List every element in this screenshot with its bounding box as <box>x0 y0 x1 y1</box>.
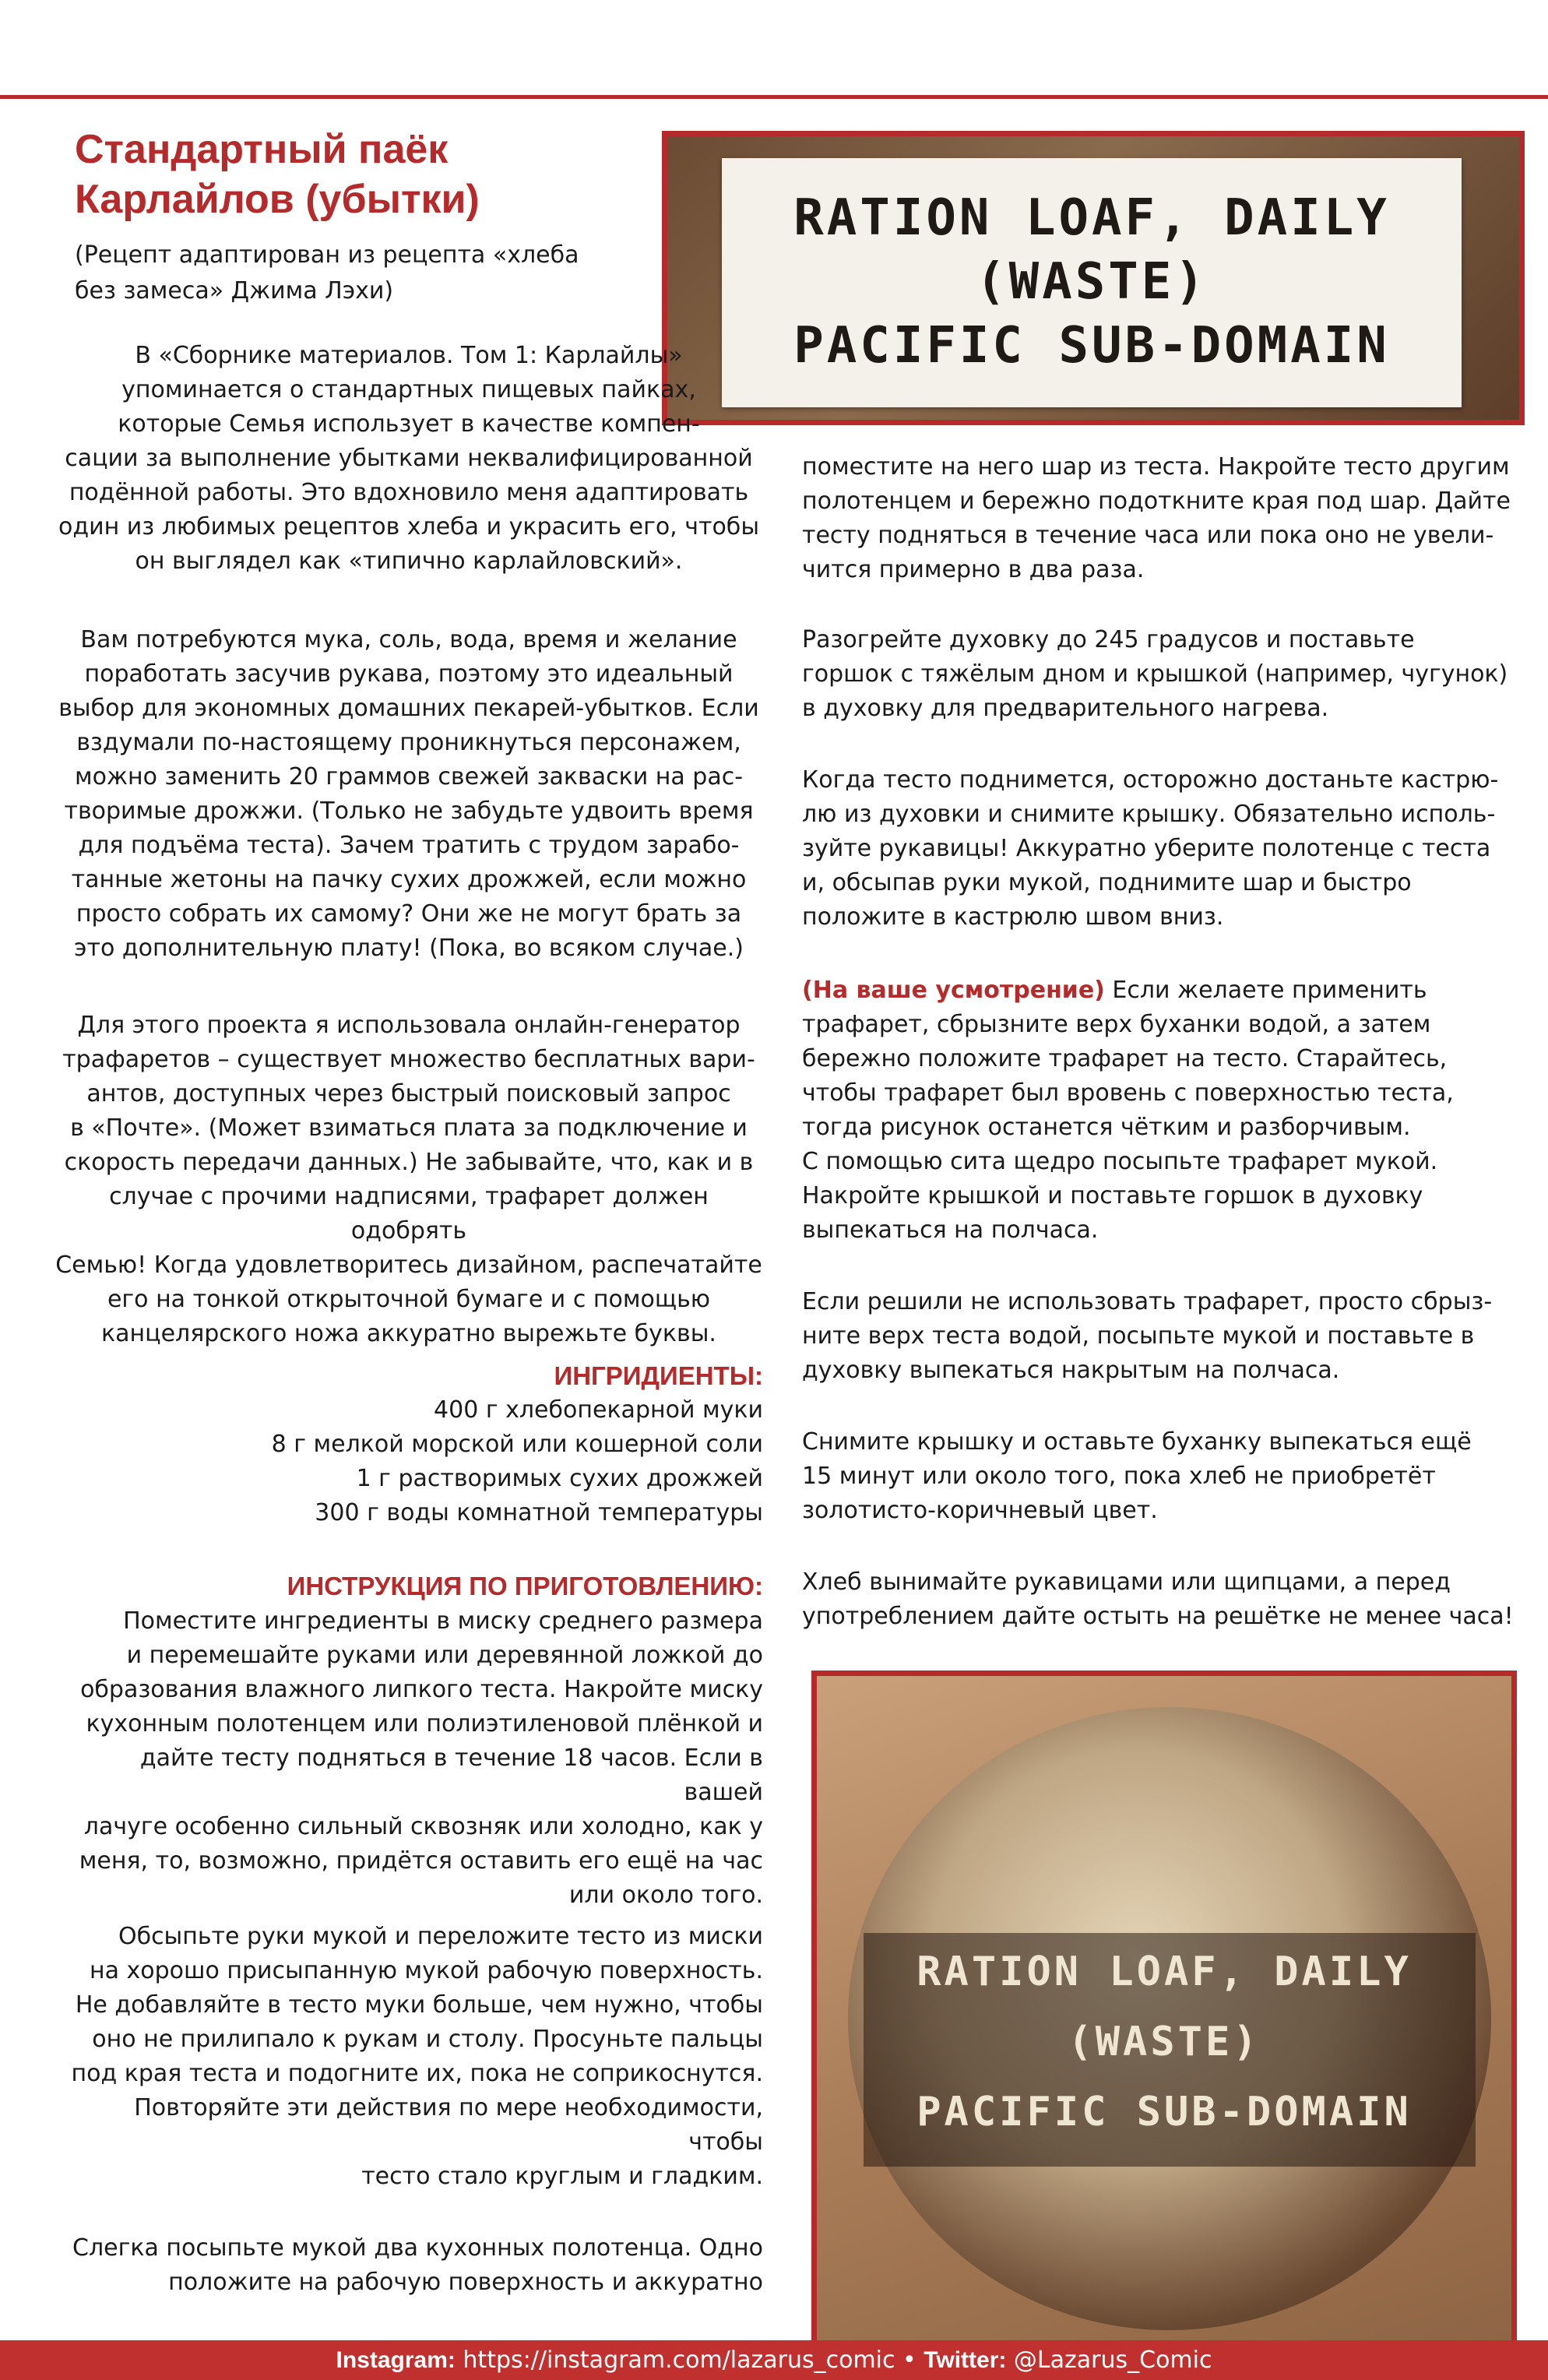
text-line: В «Сборнике материалов. Том 1: Карлайлы» <box>135 342 683 369</box>
instruction-step-7 <box>802 1285 1526 1388</box>
text-line: положите на рабочую поверхность и аккуратно <box>168 2269 763 2296</box>
text-line: Для этого проекта я использовала онлайн-генератор <box>77 1012 741 1039</box>
instruction-step-4 <box>802 623 1526 726</box>
text-line: образования влажного липкого теста. Накройте миску <box>80 1676 763 1703</box>
text-line: для подъёма теста). Зачем тратить с трудом зарабо- <box>78 832 740 859</box>
text-line: духовку выпекаться накрытым на полчаса. <box>802 1357 1340 1384</box>
text-line: выбор для экономных домашних пекарей-убытков. Если <box>58 695 759 722</box>
text-line: Слегка посыпьте мукой два кухонных полотенца. Одно <box>72 2234 763 2262</box>
instruction-step-1 <box>55 1604 763 1913</box>
baked-loaf-photo <box>811 1671 1517 2348</box>
instagram-link[interactable]: https://instagram.com/lazarus_comic • <box>455 2347 924 2374</box>
ingredient-item: 1 г растворимых сухих дрожжей <box>356 1465 763 1492</box>
text-line: один из любимых рецептов хлеба и украсить его, чтобы <box>58 513 759 540</box>
instructions-heading-block <box>55 1569 763 1604</box>
ingredient-item: 400 г хлебопекарной муки <box>434 1396 763 1424</box>
page-title <box>75 125 604 224</box>
text-line: на хорошо присыпанную мукой рабочую поверхность. <box>90 1957 763 1984</box>
text-line: скорость передачи данных.) Не забывайте, что, как и в <box>64 1149 754 1176</box>
stencil-sign-photo <box>662 131 1525 425</box>
text-line: случае с прочими надписями, трафарет должен одобрять <box>109 1183 709 1245</box>
bread-stencil-line-2: (WASTE) <box>1068 2019 1261 2065</box>
instruction-step-6 <box>802 973 1526 1248</box>
instruction-step-3-end <box>802 450 1526 587</box>
text-line: поместите на него шар из теста. Накройте тесто другим <box>802 453 1510 481</box>
text-line: зуйте рукавицы! Аккуратно уберите полотенце с теста <box>802 835 1491 862</box>
text-line: в «Почте». (Может взиматься плата за подключение и <box>70 1114 748 1142</box>
text-line: горшок с тяжёлым дном и крышкой (например, чугунок) <box>802 660 1508 688</box>
twitter-link[interactable]: @Lazarus_Comic <box>1006 2347 1212 2374</box>
text-line: ните верх теста водой, посыпьте мукой и поставьте в <box>802 1322 1475 1350</box>
text-line: употреблением дайте остыть на решётке не менее часа! <box>802 1603 1514 1630</box>
recipe-source-note <box>75 238 635 309</box>
text-line: полотенцем и бережно подоткните края под шар. Дайте <box>802 488 1511 515</box>
text-line: Повторяйте эти действия по мере необходимости, чтобы <box>134 2094 763 2156</box>
text-line: тесто стало круглым и гладким. <box>361 2163 763 2190</box>
text-line: 15 минут или около того, пока хлеб не приобретёт <box>802 1463 1436 1490</box>
text-line: дайте тесту подняться в течение 18 часов. Если в вашей <box>139 1745 763 1806</box>
text-line: трафарет, сбрызните верх буханки водой, а затем <box>802 1011 1431 1038</box>
title-line-2: Карлайлов (убытки) <box>75 177 480 222</box>
text-line: Обсыпьте руки мукой и переложите тесто из миски <box>118 1923 763 1950</box>
text-line: чится примерно в два раза. <box>802 556 1145 583</box>
text-line: Вам потребуются мука, соль, вода, время и желание <box>80 626 737 653</box>
bread-stencil-line-1: RATION LOAF, DAILY <box>916 1949 1412 1995</box>
text-line: Не добавляйте в тесто муки больше, чем нужно, чтобы <box>75 1991 763 2019</box>
text-line: канцелярского ножа аккуратно вырежьте буквы. <box>101 1320 716 1347</box>
text-line: поработать засучив рукава, поэтому это идеальный <box>84 660 734 688</box>
text-line: Когда тесто поднимется, осторожно достаньте кастрю- <box>802 766 1499 794</box>
intro-paragraph <box>55 339 763 579</box>
text-line: бережно положите трафарет на тесто. Старайтесь, <box>802 1045 1448 1072</box>
text-line: кухонным полотенцем или полиэтиленовой плёнкой и <box>86 1710 763 1737</box>
text-line: золотисто-коричневый цвет. <box>802 1497 1158 1524</box>
instruction-step-2 <box>55 1920 763 2194</box>
instruction-step-5 <box>802 763 1526 935</box>
text-line: творимые дрожжи. (Только не забудьте удвоить время <box>64 797 754 825</box>
instruction-step-8 <box>802 1425 1526 1528</box>
ingredients-section <box>55 1359 763 1530</box>
text-line: он выглядел как «типично карлайловский». <box>135 547 683 575</box>
twitter-label: Twitter: <box>924 2347 1007 2373</box>
text-line: подённой работы. Это вдохновило меня адаптировать <box>69 479 749 506</box>
instagram-label: Instagram: <box>336 2347 456 2373</box>
text-line: его на тонкой открыточной бумаге и с помощью <box>107 1286 711 1313</box>
text-line: антов, доступных через быстрый поисковый запрос <box>86 1080 731 1107</box>
footer-bar <box>0 2340 1548 2380</box>
ingredient-item: 8 г мелкой морской или кошерной соли <box>271 1431 763 1458</box>
stencil-paper <box>722 158 1462 407</box>
text-line: Хлеб вынимайте рукавицами или щипцами, а перед <box>802 1568 1451 1596</box>
text-line: танные жетоны на пачку сухих дрожжей, если можно <box>71 866 747 893</box>
sign-line-3: PACIFIC SUB-DOMAIN <box>793 317 1390 375</box>
text-line: сации за выполнение убытками неквалифицированной <box>65 445 753 472</box>
text-line: и перемешайте руками или деревянной ложкой до <box>126 1642 763 1669</box>
text-line: вздумали по-настоящему проникнуться персонажем, <box>76 729 741 756</box>
text-line: положите в кастрюлю швом вниз. <box>802 903 1224 931</box>
text-line: Накройте крышкой и поставьте горшок в духовку <box>802 1182 1423 1209</box>
instruction-step-3-start <box>55 2231 763 2300</box>
text-line: С помощью сита щедро посыпьте трафарет мукой. <box>802 1148 1438 1175</box>
text-line: можно заменить 20 граммов свежей закваски на рас- <box>74 763 744 790</box>
top-rule <box>0 95 1548 99</box>
text-line: лю из духовки и снимите крышку. Обязательно исполь- <box>802 801 1496 828</box>
text-line: оно не прилипало к рукам и столу. Просуньте пальцы <box>92 2026 763 2053</box>
sign-line-1: RATION LOAF, DAILY <box>793 189 1390 247</box>
text-line: или около того. <box>568 1882 763 1909</box>
optional-label: (На ваше усмотрение) <box>802 977 1105 1004</box>
instructions-heading: ИНСТРУКЦИЯ ПО ПРИГОТОВЛЕНИЮ: <box>287 1572 763 1600</box>
text-line: просто собрать их самому? Они же не могут брать за <box>76 900 742 928</box>
text-line: Снимите крышку и оставьте буханку выпекаться ещё <box>802 1428 1472 1456</box>
text-line: чтобы трафарет был вровень с поверхностью теста, <box>802 1079 1454 1107</box>
ingredients-heading: ИНГРИДИЕНТЫ: <box>554 1361 763 1390</box>
text-line: лачуге особенно сильный сквозняк или холодно, как у <box>83 1813 763 1840</box>
text-line: выпекаться на полчаса. <box>802 1216 1099 1244</box>
text-line: Поместите ингредиенты в миску среднего размера <box>123 1607 763 1635</box>
text-line: в духовку для предварительного нагрева. <box>802 695 1329 722</box>
text-line: Если решили не использовать трафарет, просто сбрыз- <box>802 1288 1493 1315</box>
paragraph-2 <box>55 623 763 966</box>
instruction-step-9 <box>802 1565 1526 1634</box>
text-line: тогда рисунок останется чётким и разборчивым. <box>802 1114 1411 1141</box>
subtitle-line: (Рецепт адаптирован из рецепта «хлеба <box>75 241 579 269</box>
text-line <box>802 973 1526 1008</box>
text-line: упоминается о стандартных пищевых пайках, <box>121 376 696 403</box>
paragraph-3 <box>55 1009 763 1351</box>
text-line: Разогрейте духовку до 245 градусов и поставьте <box>802 626 1415 653</box>
text-line: под края теста и подогните их, пока не соприкоснутся. <box>71 2060 763 2087</box>
text-line: и, обсыпав руки мукой, поднимите шар и быстро <box>802 869 1412 896</box>
ingredient-item: 300 г воды комнатной температуры <box>315 1499 763 1526</box>
text-line: это дополнительную плату! (Пока, во всяком случае.) <box>74 935 744 962</box>
sign-line-2: (WASTE) <box>976 253 1208 311</box>
text-line: тесту подняться в течение часа или пока оно не увели- <box>802 522 1494 549</box>
text-line: которые Семья использует в качестве компен- <box>118 410 700 438</box>
text-line: Семью! Когда удовлетворитесь дизайном, распечатайте <box>55 1252 762 1279</box>
text-span: Если желаете применить <box>1104 977 1427 1004</box>
text-line: трафаретов – существует множество бесплатных вари- <box>62 1046 755 1073</box>
text-line: меня, то, возможно, придётся оставить его ещё на час <box>79 1847 763 1875</box>
subtitle-line: без замеса» Джима Лэхи) <box>75 277 394 305</box>
title-line-1: Стандартный паёк <box>75 127 449 172</box>
bread-stencil-line-3: PACIFIC SUB-DOMAIN <box>916 2089 1412 2135</box>
